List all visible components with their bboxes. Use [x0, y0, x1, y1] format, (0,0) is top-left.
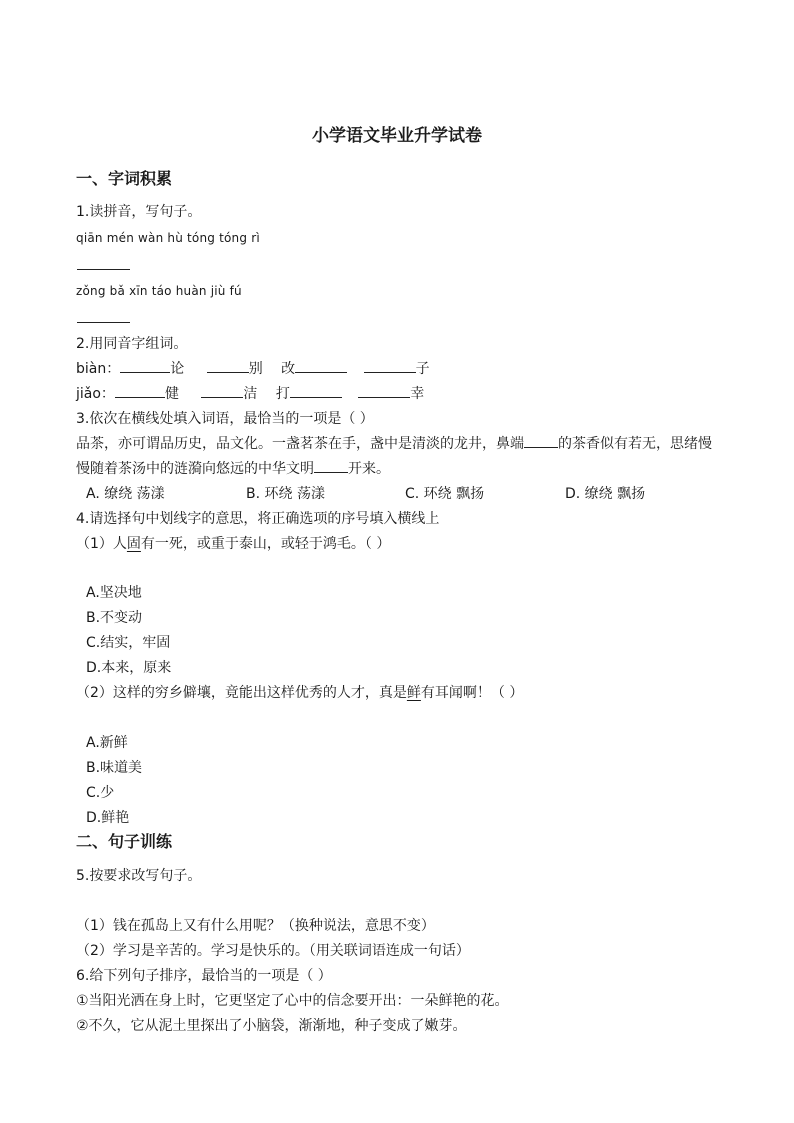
q2-bian-blank-2[interactable]: [207, 360, 249, 373]
q2-bian-label: biàn：: [76, 361, 121, 377]
q4-sub1-option-c[interactable]: C.结实，牢固: [86, 635, 171, 651]
q3-option-d[interactable]: D. 缭绕 飘扬: [565, 486, 646, 502]
q2-jiao-label: jiǎo：: [76, 386, 115, 402]
q4-sub2-option-d[interactable]: D.鲜艳: [86, 810, 130, 826]
q4-sub2-text-pre: （2）这样的穷乡僻壤，竟能出这样优秀的人才，真是: [76, 685, 407, 701]
q6-sentence-1: ①当阳光洒在身上时，它更坚定了心中的信念要开出：一朵鲜艳的花。: [76, 993, 509, 1009]
q3-passage-line-2: [76, 460, 390, 478]
q2-bian-blank-3[interactable]: [295, 360, 347, 373]
q3-option-a[interactable]: A. 缭绕 荡漾: [86, 486, 165, 502]
q6-sentence-2: ②不久，它从泥土里探出了小脑袋，渐渐地，种子变成了嫩芽。: [76, 1018, 467, 1034]
q5-prompt: 5.按要求改写句子。: [76, 868, 202, 884]
q2-jiao-word-3: 打: [275, 386, 290, 402]
section-heading-2: 二、句子训练: [76, 832, 173, 851]
q3-passage-text-2a: 慢随着茶汤中的涟漪向悠远的中华文明: [76, 461, 314, 477]
q2-bian-word-2: 别: [248, 361, 263, 377]
q2-jiao-row: [76, 385, 424, 403]
q1-answer-line-1[interactable]: [77, 269, 130, 270]
q1-pinyin-1: qiān mén wàn hù tóng tóng rì: [76, 231, 260, 245]
q3-passage-text-2b: 开来。: [348, 461, 390, 477]
q3-passage-text-1a: 品茶，亦可谓品历史，品文化。一盏茗茶在手，盏中是清淡的龙井，鼻端: [76, 436, 524, 452]
q4-sub2-marked-char: 鲜: [406, 685, 421, 701]
q1-prompt: 1.读拼音，写句子。: [76, 204, 202, 220]
q2-bian-word-3: 改: [281, 361, 296, 377]
q2-bian-row: [76, 360, 430, 378]
q4-sub1-option-d[interactable]: D.本来，原来: [86, 660, 172, 676]
q3-blank-1[interactable]: [524, 435, 558, 448]
q3-blank-2[interactable]: [314, 460, 348, 473]
q2-jiao-word-2: 洁: [243, 386, 258, 402]
q3-prompt: 3.依次在横线处填入词语，最恰当的一项是（ ）: [76, 411, 374, 427]
q6-prompt: 6.给下列句子排序，最恰当的一项是（ ）: [76, 968, 332, 984]
q3-option-c[interactable]: C. 环绕 飘扬: [405, 486, 485, 502]
q4-sub2-text-post: 有耳闻啊！（ ）: [420, 685, 524, 701]
q1-pinyin-2: zǒng bǎ xīn táo huàn jiù fú: [76, 284, 242, 298]
q4-sub1-question: [76, 535, 390, 553]
q1-answer-line-2[interactable]: [77, 322, 130, 323]
q2-jiao-word-1: 健: [164, 386, 179, 402]
q3-option-b[interactable]: B. 环绕 荡漾: [246, 486, 325, 502]
q2-jiao-blank-3[interactable]: [290, 385, 342, 398]
q3-passage-text-1b: 的茶香似有若无，思绪慢: [558, 436, 712, 452]
q2-bian-blank-1[interactable]: [120, 360, 170, 373]
q5-sub1: （1）钱在孤岛上又有什么用呢？（换种说法，意思不变）: [76, 918, 435, 934]
q4-sub1-option-a[interactable]: A.坚决地: [86, 585, 142, 601]
q4-sub2-option-a[interactable]: A.新鲜: [86, 735, 128, 751]
q4-sub2-option-b[interactable]: B.味道美: [86, 760, 143, 776]
q2-prompt: 2.用同音字组词。: [76, 336, 188, 352]
section-heading-1: 一、字词积累: [76, 169, 173, 188]
q2-jiao-word-4: 幸: [410, 386, 425, 402]
q4-sub2-option-c[interactable]: C.少: [86, 785, 115, 801]
q4-sub1-text-pre: （1）人: [76, 536, 127, 552]
q2-jiao-blank-4[interactable]: [358, 385, 410, 398]
q5-sub2: （2）学习是辛苦的。学习是快乐的。（用关联词语连成一句话）: [76, 943, 470, 959]
q4-sub2-question: [76, 684, 523, 702]
q3-passage-line-1: [76, 435, 712, 453]
q2-bian-word-4: 子: [415, 361, 430, 377]
q2-jiao-blank-1[interactable]: [115, 385, 165, 398]
q2-bian-word-1: 论: [170, 361, 185, 377]
q4-prompt: 4.请选择句中划线字的意思，将正确选项的序号填入横线上: [76, 511, 440, 527]
page-title: 小学语文毕业升学试卷: [312, 126, 482, 146]
q4-sub1-text-post: 有一死，或重于泰山，或轻于鸿毛。（ ）: [140, 536, 391, 552]
q2-bian-blank-4[interactable]: [364, 360, 416, 373]
q4-sub1-marked-char: 固: [126, 536, 141, 552]
q2-jiao-blank-2[interactable]: [201, 385, 243, 398]
q4-sub1-option-b[interactable]: B.不变动: [86, 610, 143, 626]
